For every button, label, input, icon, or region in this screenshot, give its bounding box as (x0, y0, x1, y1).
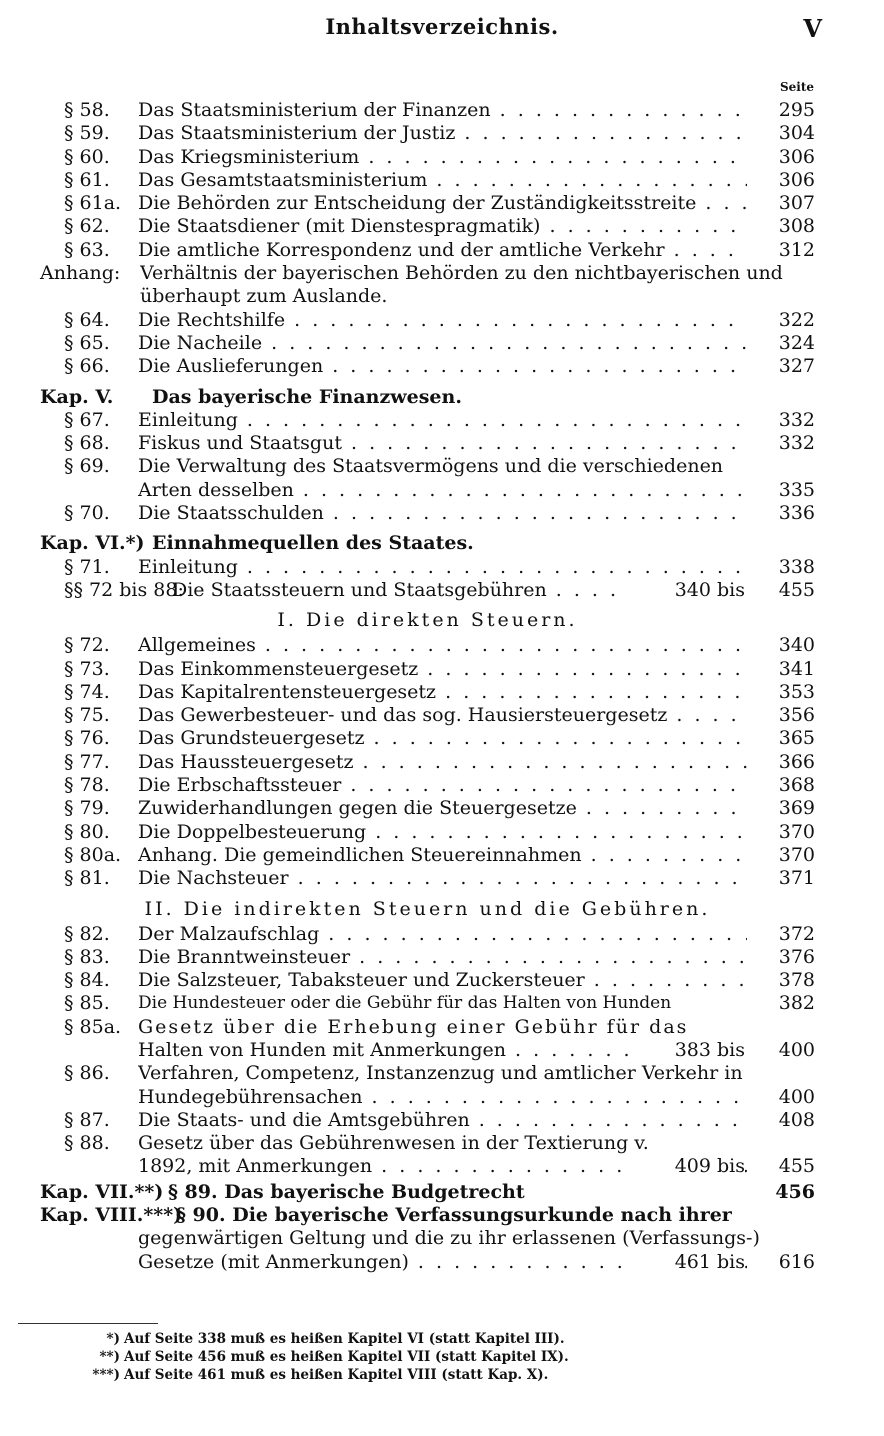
toc-entry: § 79. Zuwiderhandlungen gegen die Steuergesetze . . . 369 (40, 797, 815, 820)
chapter-heading-v: Kap. V. Das bayerische Finanzwesen. (40, 385, 462, 408)
toc-entry: § 72. Allgemeines . . . 340 (40, 634, 815, 657)
chapter-viii-cont: gegenwärtigen Geltung und die zu ihr erlassenen (Verfassungs-) (138, 1227, 760, 1250)
anhang-entry: Anhang: Verhältnis der bayerischen Behörden zu den nichtbayerischen und (40, 262, 783, 285)
toc-entry-cont: Hundegebührensachen . . . 400 (40, 1086, 815, 1109)
page-title: Inhaltsverzeichnis. (325, 14, 559, 39)
toc-entry: § 61. Das Gesamtstaatsministerium . . . 306 (40, 169, 815, 192)
toc-entry-cont: 1892, mit Anmerkungen . . . 409 bis 455 (40, 1155, 815, 1178)
toc-entry: § 66. Die Auslieferungen . . . 327 (40, 355, 815, 378)
toc-entry: § 86. Verfahren, Competenz, Instanzenzug und amtlicher Verkehr in (64, 1062, 743, 1085)
toc-entry: § 78. Die Erbschaftssteuer . . . 368 (40, 774, 815, 797)
anhang-entry-cont: überhaupt zum Auslande. (140, 285, 388, 308)
toc-entry-cont: Halten von Hunden mit Anmerkungen . . . 383 bis 400 (40, 1039, 815, 1062)
seite-column-label: Seite (779, 80, 814, 94)
toc-entry: § 69. Die Verwaltung des Staatsvermögens und die verschiedenen (64, 455, 724, 478)
toc-entry: § 82. Der Malzaufschlag . . . 372 (40, 923, 815, 946)
toc-entry: § 61a. Die Behörden zur Entscheidung der Zuständigkeitsstreite . . . 307 (40, 192, 815, 215)
toc-entry: § 70. Die Staatsschulden . . . 336 (40, 502, 815, 525)
toc-entry: § 67. Einleitung . . . 332 (40, 409, 815, 432)
table-of-contents (40, 99, 815, 1274)
toc-entry: § 84. Die Salzsteuer, Tabaksteuer und Zuckersteuer . . . 378 (40, 969, 815, 992)
running-header (0, 14, 884, 44)
toc-entry: §§ 72 bis 88: Die Staatssteuern und Staatsgebühren . . . 340 bis 455 (40, 579, 815, 602)
toc-entry: § 74. Das Kapitalrentensteuergesetz . . . 353 (40, 681, 815, 704)
toc-entry: § 59. Das Staatsministerium der Justiz . . . 304 (40, 122, 815, 145)
toc-entry: § 80. Die Doppelbesteuerung . . . 370 (40, 821, 815, 844)
toc-entry: § 80a. Anhang. Die gemeindlichen Steuereinnahmen . . . 370 (40, 844, 815, 867)
toc-entry: § 62. Die Staatsdiener (mit Dienstespragmatik) . . . 308 (40, 215, 815, 238)
footnote: *) Auf Seite 338 muß es heißen Kapitel VI (statt Kapitel III). (106, 1331, 565, 1347)
chapter-heading-vi: Kap. VI.*) Einnahmequellen des Staates. (40, 532, 474, 555)
toc-entry: § 85a. Gesetz über die Erhebung einer Gebühr für das (64, 1015, 689, 1038)
footnote-rule (18, 1323, 158, 1324)
footnote: **) Auf Seite 456 muß es heißen Kapitel VII (statt Kapitel IX). (99, 1349, 569, 1365)
toc-entry: § 76. Das Grundsteuergesetz . . . 365 (40, 727, 815, 750)
toc-entry: § 65. Die Nacheile . . . 324 (40, 332, 815, 355)
toc-entry: § 71. Einleitung . . . 338 (40, 556, 815, 579)
page-number: V (803, 14, 822, 43)
toc-entry-cont: Arten desselben . . . 335 (40, 479, 815, 502)
footnote: ***) Auf Seite 461 muß es heißen Kapitel VIII (statt Kap. X). (92, 1367, 549, 1383)
toc-entry: § 58. Das Staatsministerium der Finanzen . . . 295 (40, 99, 815, 122)
chapter-heading-vii: Kap. VII.**) § 89. Das bayerische Budgetrecht 456 (40, 1180, 815, 1203)
footnotes (0, 1330, 884, 1384)
toc-group-58-63 (40, 99, 815, 262)
toc-entry: § 83. Die Branntweinsteuer . . . 376 (40, 946, 815, 969)
section-heading-indirect-taxes: II. Die indirekten Steuern und die Gebühren. (144, 897, 711, 920)
toc-entry: § 88. Gesetz über das Gebührenwesen in der Textierung v. (64, 1132, 649, 1155)
chapter-heading-viii: Kap. VIII.***) § 90. Die bayerische Verfassungsurkunde nach ihrer (40, 1204, 732, 1227)
toc-entry: § 63. Die amtliche Korrespondenz und der amtliche Verkehr . . . 312 (40, 239, 815, 262)
toc-entry: § 77. Das Haussteuergesetz . . . 366 (40, 751, 815, 774)
toc-entry: § 75. Das Gewerbesteuer- und das sog. Hausiersteuergesetz . . . 356 (40, 704, 815, 727)
toc-entry: § 87. Die Staats- und die Amtsgebühren . . . 408 (40, 1109, 815, 1132)
toc-entry: § 81. Die Nachsteuer . . . 371 (40, 867, 815, 890)
toc-entry: § 68. Fiskus und Staatsgut . . . 332 (40, 432, 815, 455)
toc-entry: § 73. Das Einkommensteuergesetz . . . 341 (40, 658, 815, 681)
toc-entry: § 85. Die Hundesteuer oder die Gebühr für das Halten von Hunden 382 (64, 992, 815, 1015)
toc-entry: § 64. Die Rechtshilfe . . . 322 (40, 309, 815, 332)
section-heading-direct-taxes: I. Die direkten Steuern. (277, 609, 578, 632)
chapter-viii-cont: Gesetze (mit Anmerkungen) . . . 461 bis 616 (40, 1251, 815, 1274)
toc-entry: § 60. Das Kriegsministerium . . . 306 (40, 146, 815, 169)
